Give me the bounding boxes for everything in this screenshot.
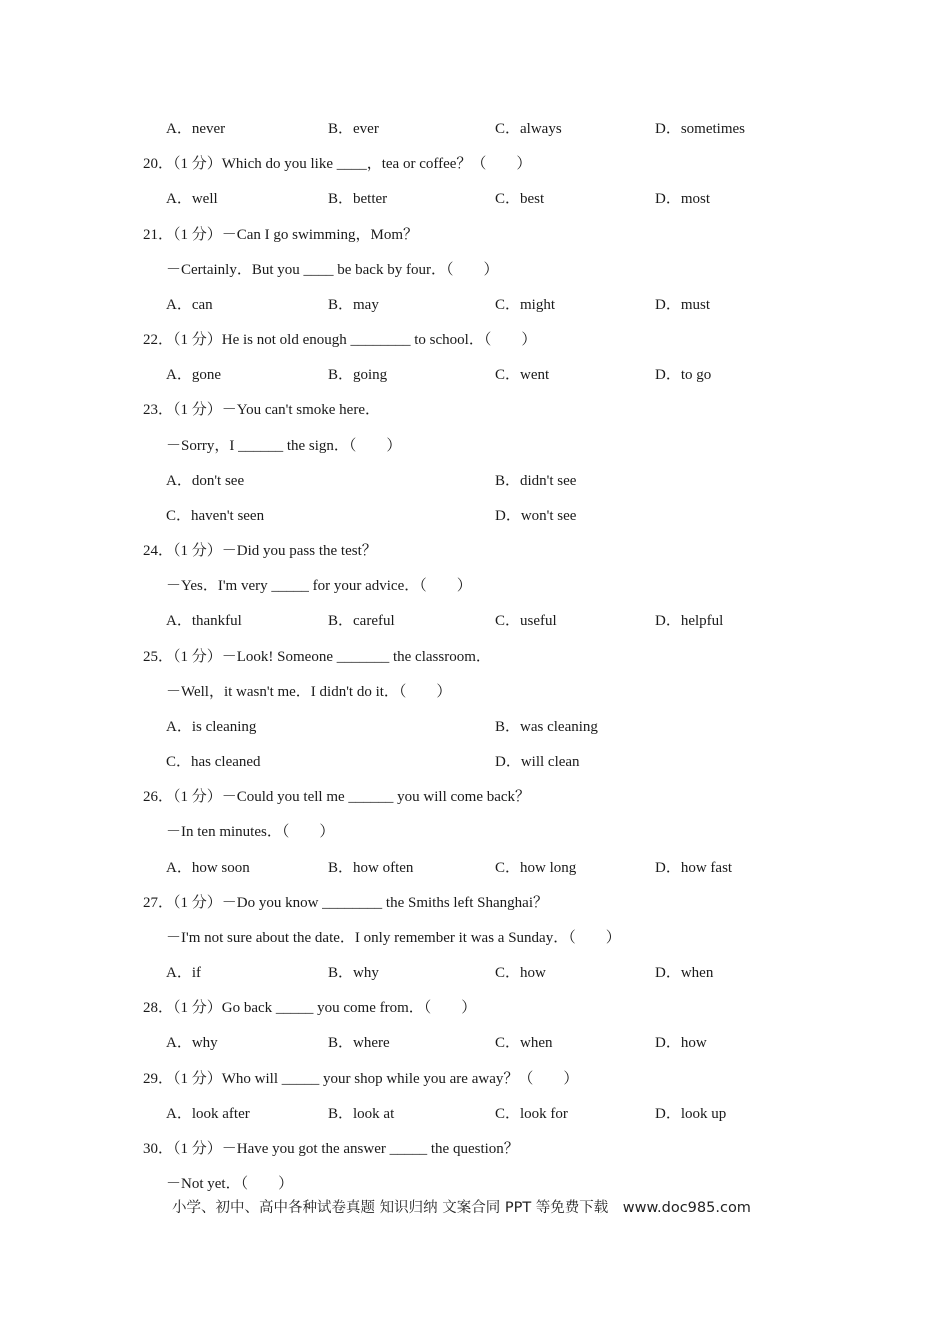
option-c: C．how long [495,860,577,876]
option-b: B．didn't see [495,473,577,489]
question-24: 24．（1 分）－Did you pass the test？ [143,543,377,559]
question-23-reply: －Sorry，I ______ the sign．（ ） [166,438,402,454]
option-b: B．where [328,1035,390,1051]
option-c: C．always [495,121,562,137]
option-a: A．look after [166,1106,250,1122]
option-d: D．must [655,297,711,313]
option-a: A．gone [166,367,221,383]
question-26: 26．（1 分）－Could you tell me ______ you will come back？ [143,789,531,805]
question-21-reply: －Certainly．But you ____ be back by four．（ ） [166,262,499,278]
option-c: C．has cleaned [166,754,261,770]
option-c: C．best [495,191,545,207]
option-b: B．why [328,965,379,981]
option-d: D．will clean [495,754,580,770]
option-b: B．look at [328,1106,395,1122]
option-a: A．don't see [166,473,245,489]
question-23: 23．（1 分）－You can't smoke here． [143,402,380,418]
option-d: D．most [655,191,711,207]
question-22: 22．（1 分）He is not old enough ________ to school．（ ） [143,332,537,348]
question-30-reply: －Not yet．（ ） [166,1176,294,1192]
question-28: 28．（1 分）Go back _____ you come from．（ ） [143,1000,477,1016]
option-c: C．when [495,1035,553,1051]
question-25: 25．（1 分）－Look! Someone _______ the classroom． [143,649,491,665]
question-27: 27．（1 分）－Do you know ________ the Smiths left Shanghai？ [143,895,548,911]
option-c: C．went [495,367,550,383]
option-b: B．was cleaning [495,719,598,735]
option-d: D．when [655,965,714,981]
option-a: A．thankful [166,613,242,629]
option-c: C．might [495,297,556,313]
question-29: 29．（1 分）Who will _____ your shop while you are away？（ ） [143,1071,579,1087]
question-27-reply: －I'm not sure about the date．I only remember it was a Sunday．（ ） [166,930,621,946]
option-d: D．how fast [655,860,733,876]
option-a: A．can [166,297,213,313]
option-d: D．sometimes [655,121,745,137]
option-b: B．ever [328,121,379,137]
question-26-reply: －In ten minutes．（ ） [166,824,335,840]
question-20: 20．（1 分）Which do you like ____，tea or coffee？（ ） [143,156,532,172]
option-c: C．how [495,965,546,981]
question-24-reply: －Yes．I'm very _____ for your advice．（ ） [166,578,472,594]
option-a: A．why [166,1035,218,1051]
option-d: D．how [655,1035,707,1051]
option-c: C．haven't seen [166,508,265,524]
option-d: D．won't see [495,508,577,524]
option-a: A．is cleaning [166,719,257,735]
footer-download-banner: 小学、初中、高中各种试卷真题 知识归纳 文案合同 PPT 等免费下载 www.doc985.com [172,1200,751,1216]
option-b: B．better [328,191,388,207]
option-a: A．how soon [166,860,250,876]
option-d: D．look up [655,1106,727,1122]
question-21: 21．（1 分）－Can I go swimming，Mom？ [143,227,419,243]
option-a: A．well [166,191,218,207]
option-b: B．how often [328,860,414,876]
option-a: A．if [166,965,201,981]
option-b: B．careful [328,613,395,629]
option-c: C．look for [495,1106,568,1122]
option-a: A．never [166,121,226,137]
option-b: B．may [328,297,379,313]
question-30: 30．（1 分）－Have you got the answer _____ the question？ [143,1141,519,1157]
option-d: D．helpful [655,613,724,629]
option-d: D．to go [655,367,712,383]
question-25-reply: －Well，it wasn't me．I didn't do it．（ ） [166,684,452,700]
option-c: C．useful [495,613,557,629]
option-b: B．going [328,367,388,383]
